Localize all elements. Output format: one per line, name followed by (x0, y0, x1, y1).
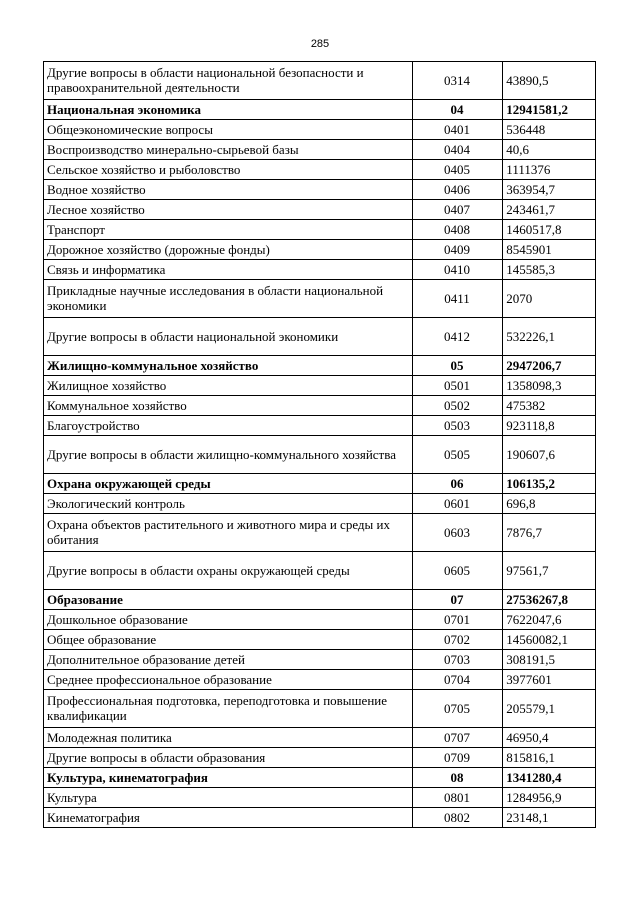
row-value-cell: 696,8 (503, 494, 596, 514)
row-value-cell: 205579,1 (503, 690, 596, 728)
row-name-cell: Дошкольное образование (44, 610, 413, 630)
row-name-cell: Дорожное хозяйство (дорожные фонды) (44, 240, 413, 260)
row-code-cell: 0705 (412, 690, 503, 728)
row-name-cell: Другие вопросы в области национальной безопасности и правоохранительной деятельности (44, 62, 413, 100)
table-row (44, 376, 596, 396)
row-name-cell: Жилищное хозяйство (44, 376, 413, 396)
row-value-cell: 815816,1 (503, 748, 596, 768)
row-value-cell: 1284956,9 (503, 788, 596, 808)
table-row (44, 552, 596, 590)
row-name-cell: Связь и информатика (44, 260, 413, 280)
row-name-cell: Жилищно-коммунальное хозяйство (44, 356, 413, 376)
row-code-cell: 0703 (412, 650, 503, 670)
table-row (44, 808, 596, 828)
row-name-cell: Воспроизводство минерально-сырьевой базы (44, 140, 413, 160)
table-row (44, 514, 596, 552)
table-row (44, 690, 596, 728)
table-row (44, 180, 596, 200)
row-code-cell: 0802 (412, 808, 503, 828)
row-code-cell: 04 (412, 100, 503, 120)
row-value-cell: 308191,5 (503, 650, 596, 670)
row-value-cell: 106135,2 (503, 474, 596, 494)
row-name-cell: Культура (44, 788, 413, 808)
table-row (44, 436, 596, 474)
row-name-cell: Другие вопросы в области образования (44, 748, 413, 768)
row-value-cell: 97561,7 (503, 552, 596, 590)
table-row (44, 650, 596, 670)
row-value-cell: 1341280,4 (503, 768, 596, 788)
row-code-cell: 0605 (412, 552, 503, 590)
table-row (44, 220, 596, 240)
row-name-cell: Охрана объектов растительного и животного мира и среды их обитания (44, 514, 413, 552)
row-code-cell: 0409 (412, 240, 503, 260)
row-code-cell: 0702 (412, 630, 503, 650)
row-value-cell: 8545901 (503, 240, 596, 260)
row-value-cell: 532226,1 (503, 318, 596, 356)
row-name-cell: Кинематография (44, 808, 413, 828)
row-value-cell: 243461,7 (503, 200, 596, 220)
row-value-cell: 43890,5 (503, 62, 596, 100)
row-value-cell: 7876,7 (503, 514, 596, 552)
row-name-cell: Общеэкономические вопросы (44, 120, 413, 140)
table-row (44, 240, 596, 260)
row-name-cell: Образование (44, 590, 413, 610)
row-value-cell: 14560082,1 (503, 630, 596, 650)
row-code-cell: 0503 (412, 416, 503, 436)
table-row (44, 62, 596, 100)
row-value-cell: 1111376 (503, 160, 596, 180)
row-name-cell: Коммунальное хозяйство (44, 396, 413, 416)
row-name-cell: Другие вопросы в области жилищно-коммунального хозяйства (44, 436, 413, 474)
row-name-cell: Другие вопросы в области национальной экономики (44, 318, 413, 356)
table-row (44, 728, 596, 748)
table-row (44, 630, 596, 650)
table-row (44, 494, 596, 514)
table-row (44, 120, 596, 140)
row-code-cell: 0707 (412, 728, 503, 748)
table-row (44, 140, 596, 160)
page-number: 285 (310, 38, 330, 50)
row-value-cell: 363954,7 (503, 180, 596, 200)
row-code-cell: 0410 (412, 260, 503, 280)
row-name-cell: Молодежная политика (44, 728, 413, 748)
row-value-cell: 1460517,8 (503, 220, 596, 240)
row-name-cell: Профессиональная подготовка, переподготовка и повышение квалификации (44, 690, 413, 728)
table-row (44, 670, 596, 690)
row-code-cell: 0501 (412, 376, 503, 396)
section-row (44, 474, 596, 494)
row-code-cell: 0505 (412, 436, 503, 474)
table-row (44, 396, 596, 416)
row-name-cell: Благоустройство (44, 416, 413, 436)
row-value-cell: 190607,6 (503, 436, 596, 474)
table-row (44, 260, 596, 280)
table-row (44, 160, 596, 180)
row-value-cell: 40,6 (503, 140, 596, 160)
row-value-cell: 46950,4 (503, 728, 596, 748)
row-value-cell: 2070 (503, 280, 596, 318)
row-code-cell: 0704 (412, 670, 503, 690)
row-code-cell: 0801 (412, 788, 503, 808)
budget-table (43, 61, 596, 828)
row-code-cell: 0709 (412, 748, 503, 768)
table-row (44, 280, 596, 318)
row-code-cell: 0603 (412, 514, 503, 552)
table-row (44, 610, 596, 630)
row-name-cell: Прикладные научные исследования в области национальной экономики (44, 280, 413, 318)
section-row (44, 590, 596, 610)
table-row (44, 748, 596, 768)
row-code-cell: 0401 (412, 120, 503, 140)
row-value-cell: 145585,3 (503, 260, 596, 280)
row-code-cell: 0601 (412, 494, 503, 514)
row-name-cell: Дополнительное образование детей (44, 650, 413, 670)
row-code-cell: 0412 (412, 318, 503, 356)
section-row (44, 100, 596, 120)
row-name-cell: Водное хозяйство (44, 180, 413, 200)
row-value-cell: 1358098,3 (503, 376, 596, 396)
table-row (44, 416, 596, 436)
row-value-cell: 23148,1 (503, 808, 596, 828)
row-code-cell: 07 (412, 590, 503, 610)
row-name-cell: Культура, кинематография (44, 768, 413, 788)
row-code-cell: 0404 (412, 140, 503, 160)
row-name-cell: Лесное хозяйство (44, 200, 413, 220)
row-code-cell: 0408 (412, 220, 503, 240)
row-code-cell: 05 (412, 356, 503, 376)
row-value-cell: 12941581,2 (503, 100, 596, 120)
row-code-cell: 0314 (412, 62, 503, 100)
row-value-cell: 475382 (503, 396, 596, 416)
row-code-cell: 0701 (412, 610, 503, 630)
table-row (44, 200, 596, 220)
row-name-cell: Охрана окружающей среды (44, 474, 413, 494)
table-row (44, 788, 596, 808)
table-row (44, 318, 596, 356)
row-name-cell: Транспорт (44, 220, 413, 240)
row-value-cell: 536448 (503, 120, 596, 140)
row-name-cell: Национальная экономика (44, 100, 413, 120)
row-name-cell: Экологический контроль (44, 494, 413, 514)
row-name-cell: Другие вопросы в области охраны окружающей среды (44, 552, 413, 590)
row-name-cell: Сельское хозяйство и рыболовство (44, 160, 413, 180)
row-code-cell: 0502 (412, 396, 503, 416)
budget-table-body (44, 62, 596, 828)
row-name-cell: Общее образование (44, 630, 413, 650)
row-value-cell: 7622047,6 (503, 610, 596, 630)
row-value-cell: 2947206,7 (503, 356, 596, 376)
row-name-cell: Среднее профессиональное образование (44, 670, 413, 690)
row-code-cell: 0406 (412, 180, 503, 200)
row-value-cell: 27536267,8 (503, 590, 596, 610)
row-value-cell: 923118,8 (503, 416, 596, 436)
section-row (44, 356, 596, 376)
row-code-cell: 0405 (412, 160, 503, 180)
row-code-cell: 0411 (412, 280, 503, 318)
row-code-cell: 06 (412, 474, 503, 494)
row-code-cell: 0407 (412, 200, 503, 220)
section-row (44, 768, 596, 788)
row-value-cell: 3977601 (503, 670, 596, 690)
row-code-cell: 08 (412, 768, 503, 788)
